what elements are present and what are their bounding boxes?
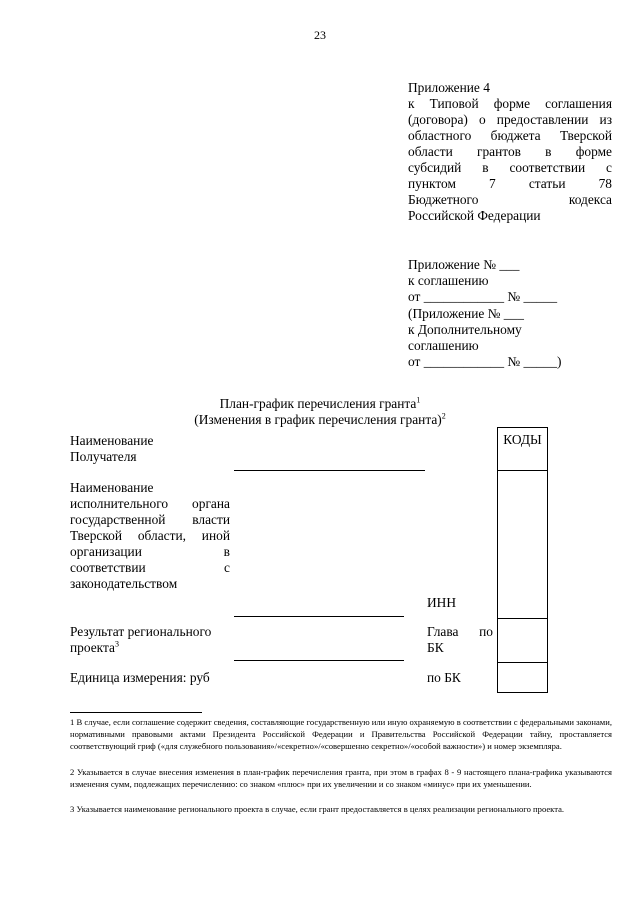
unit-label: Единица измерения: руб [70,670,210,685]
executive-label-line: Тверской области, иной [70,528,230,543]
recipient-input-line[interactable] [234,470,425,471]
footnote-ref-3: 3 [114,639,119,649]
regional-project-label [70,624,240,656]
regional-project-label-line: Результат регионального [70,624,212,639]
title-line-2: (Изменения в график перечисления гранта) [194,412,442,427]
footnote-separator [70,712,202,713]
footnote-ref-2: 2 [441,411,446,421]
footnote-3: 3 Указывается наименование регионального проекта в случае, если грант предоставляется в целях реализации регионального проекта. [70,804,565,814]
appendix-line: к Типовой форме соглашения [408,96,612,111]
executive-label-line: исполнительного органа [70,496,230,511]
executive-label-line: Наименование [70,480,154,495]
page-number: 23 [314,28,326,42]
appendix-number-line: (Приложение № ___ [408,305,524,321]
recipient-label-line: Наименование [70,433,154,448]
appendix-line: пунктом 7 статьи 78 [408,176,612,191]
title-line-1: План-график перечисления гранта [219,396,417,411]
appendix-number-line: Приложение № ___ [408,257,520,272]
chapter-bk-label-line: БК [427,640,444,655]
po-bk-code-cell[interactable] [498,663,547,692]
executive-label-line: соответствии с [70,560,230,575]
executive-label-line: государственной власти [70,512,230,527]
appendix-number-line: соглашению [408,338,479,354]
inn-label: ИНН [427,595,457,610]
recipient-label [70,433,230,465]
appendix-line: областного бюджета Тверской [408,128,612,143]
po-bk-label: по БК [427,670,461,685]
regional-project-label-line: проекта [70,640,115,655]
footnote-2: 2 Указывается в случае внесения изменения в план-график перечисления гранта, при этом в графах 8 - 9 настоящего плана-графика указываются изменения сумм, подлежащих перечислению: со знаком «плюс» при их увеличении и со знаком «минус» при их уменьшении. [70,767,612,789]
appendix-4-block [408,80,612,224]
appendix-number-block [408,257,612,370]
chapter-bk-label-line: Глава по [427,624,493,639]
appendix-number-line: от ____________ № _____) [408,354,562,370]
recipient-code-cell[interactable] [498,471,547,617]
regional-project-input-line[interactable] [234,660,404,661]
appendix-line: (договора) о предоставлении из [408,112,612,127]
chapter-bk-label [427,624,493,656]
codes-header: КОДЫ [503,432,542,447]
appendix-number-line: к Дополнительному [408,321,522,337]
executive-body-input-line[interactable] [234,616,404,617]
appendix-line: области грантов в форме [408,144,612,159]
appendix-line: Приложение 4 [408,80,490,95]
executive-label-line: законодательством [70,576,178,591]
appendix-number-line: к соглашению [408,273,489,289]
footnote-ref-1: 1 [416,395,421,405]
appendix-line: Бюджетного кодекса [408,192,612,207]
document-title [0,396,640,428]
executive-body-label [70,480,230,592]
footnote-1: 1 В случае, если соглашение содержит сведения, составляющие государственную или иную охраняемую в соответствии с федеральными законами, нормативными правовыми актами Президента Российской Федерации и Правительства Российской Федерации тайну, проставляется соответствующий гриф («для служебного пользования»/«секретно»/«совершенно секретно»/«особой важности») и номер экземпляра. [70,717,612,751]
appendix-number-line: от ____________ № _____ [408,289,558,305]
appendix-line: субсидий в соответствии с [408,160,612,175]
chapter-bk-code-cell[interactable] [498,619,547,661]
executive-label-line: организации в [70,544,230,559]
recipient-label-line: Получателя [70,449,137,464]
appendix-line: Российской Федерации [408,208,541,223]
